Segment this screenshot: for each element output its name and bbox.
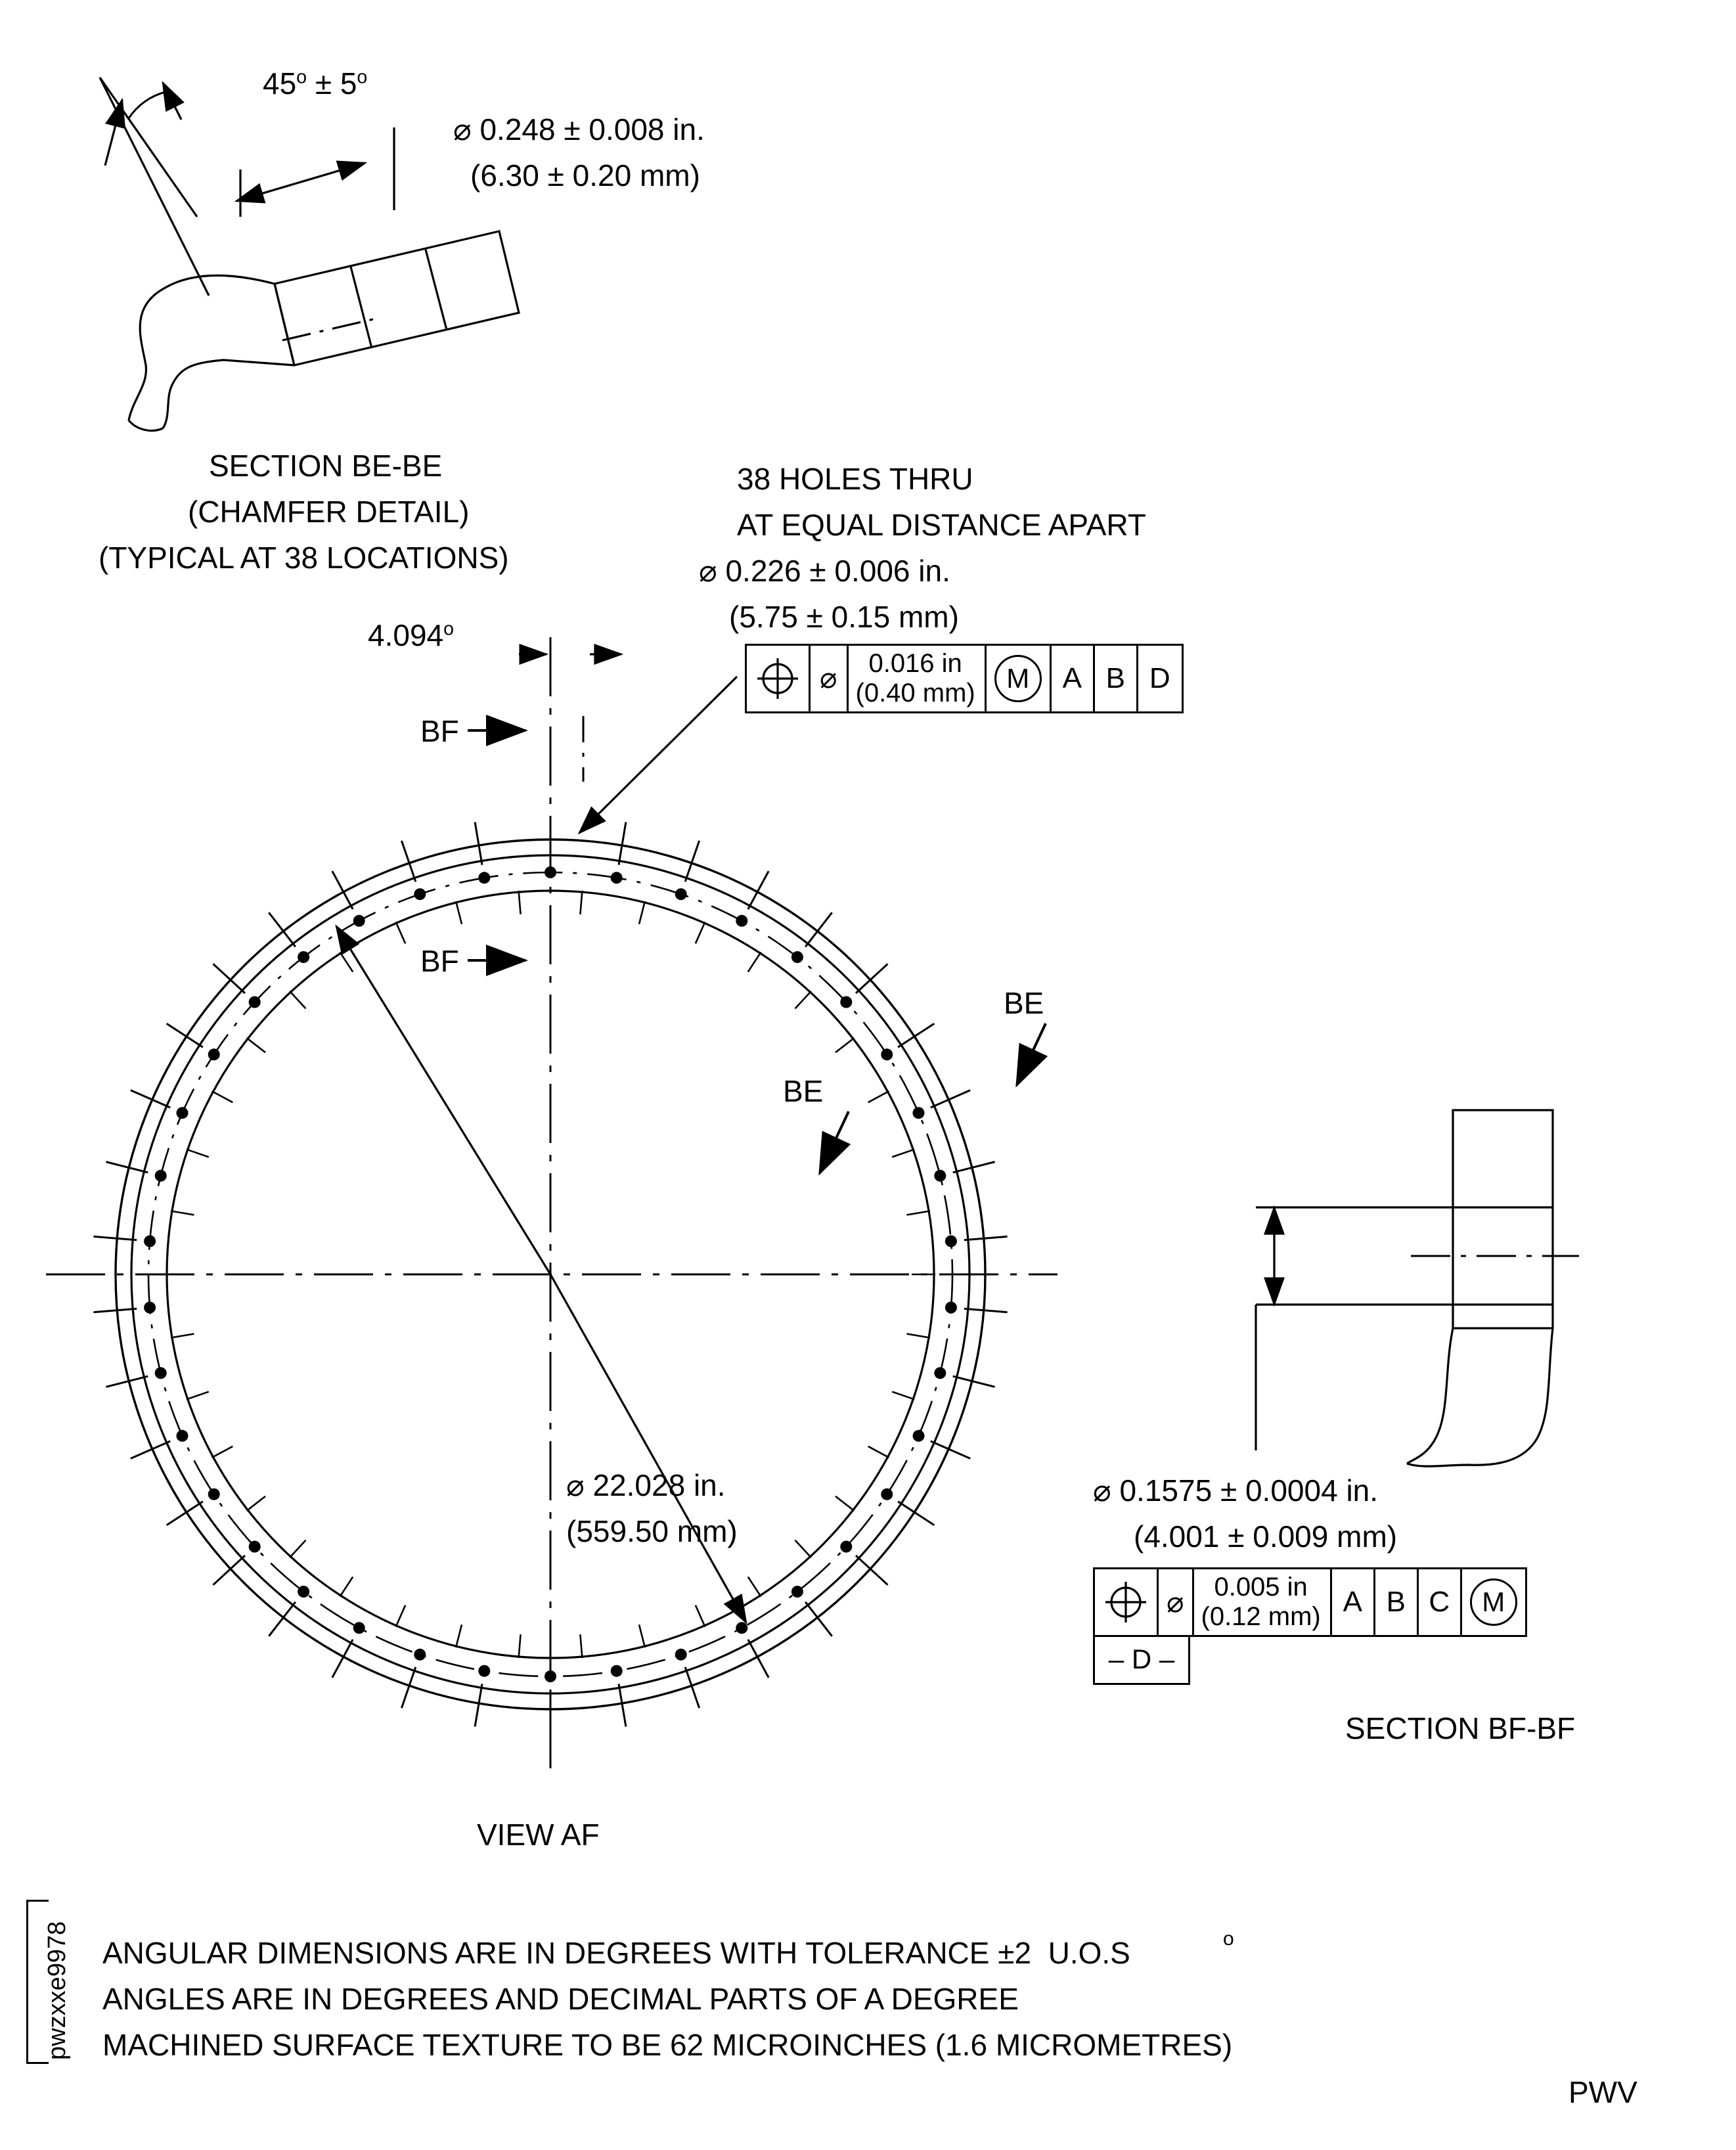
hole-radial-tick [898, 1023, 934, 1047]
hole-radial-tick [93, 1236, 137, 1240]
fcf-leader-line [579, 677, 737, 833]
hole-radial-tick [898, 1502, 934, 1525]
hole-marker [736, 1622, 747, 1634]
diameter-symbol: ⌀ [820, 662, 837, 695]
hole-radial-tick [401, 1667, 415, 1708]
corner-code: PWV [1569, 2075, 1637, 2109]
section-be-label-inner: BE [783, 1074, 824, 1108]
chamfer-angle-line-1 [100, 78, 197, 217]
hole-marker [913, 1430, 925, 1442]
hole-marker [881, 1489, 893, 1500]
mmc-modifier: M [994, 655, 1042, 702]
note-line-3: MACHINED SURFACE TEXTURE TO BE 62 MICROINCHES (1.6 MICROMETRES) [102, 2028, 1233, 2062]
chamfer-hatch-tick [907, 1211, 931, 1215]
hole-marker [791, 1586, 803, 1598]
section-bf-label-top: BF [420, 714, 459, 748]
hole-marker [945, 1302, 957, 1314]
hole-radial-tick [805, 1602, 832, 1636]
chamfer-hatch-tick [580, 1634, 582, 1658]
datum-a-cell: A [1052, 646, 1095, 711]
chamfer-hatch-tick [212, 1091, 233, 1102]
chamfer-diameter-mm: (6.30 ± 0.20 mm) [470, 158, 700, 192]
feature-control-frame-holes [745, 644, 1184, 713]
section-bf-diameter-mm: (4.001 ± 0.009 mm) [1134, 1519, 1398, 1554]
chamfer-hatch-tick [519, 891, 521, 914]
hole-radial-tick [685, 841, 699, 882]
chamfer-hatch-tick [290, 991, 305, 1009]
sheet-code: pwzxxe9978 [43, 1921, 71, 2060]
section-be-label-right: BE [1004, 986, 1044, 1020]
chamfer-angle-line-2 [100, 78, 209, 296]
hole-radial-tick [856, 964, 888, 993]
chamfer-hatch-tick [247, 1038, 265, 1052]
holes-note-diameter-in: ⌀ 0.226 ± 0.006 in. [699, 554, 950, 588]
hole-marker [611, 872, 623, 884]
hole-marker [840, 997, 852, 1008]
hole-marker [545, 866, 556, 878]
chamfer-hatch-tick [835, 1038, 854, 1052]
chamfer-hatch-tick [396, 922, 406, 943]
diameter-leader-lower [550, 1274, 746, 1623]
hole-marker [611, 1665, 623, 1677]
hole-marker [155, 1367, 167, 1379]
position-symbol-cell-bf [1095, 1569, 1159, 1635]
hole-marker [840, 1541, 852, 1553]
chamfer-hatch-tick [795, 1540, 811, 1558]
mmc-modifier-bf: M [1470, 1579, 1517, 1626]
hole-radial-tick [131, 1090, 170, 1108]
chamfer-hatch-tick [696, 922, 705, 943]
hole-radial-tick [213, 1556, 246, 1585]
hole-marker [353, 915, 365, 927]
hole-marker [353, 1622, 365, 1634]
section-bf-label-bottom: BF [420, 944, 459, 978]
ring-outer-circle [116, 840, 985, 1709]
chamfer-hatch-tick [247, 1496, 265, 1511]
tolerance-values [847, 646, 987, 711]
hole-radial-tick [213, 964, 246, 993]
ring-diameter-in: ⌀ 22.028 in. [566, 1468, 726, 1502]
view-af-title: VIEW AF [477, 1818, 600, 1852]
hole-marker [675, 888, 687, 900]
hole-marker [913, 1107, 925, 1119]
chamfer-hatch-tick [868, 1446, 889, 1458]
chamfer-hatch-tick [290, 1540, 305, 1558]
hole-marker [177, 1107, 189, 1119]
hole-radial-tick [931, 1441, 970, 1459]
chamfer-hatch-tick [187, 1392, 209, 1400]
tolerance-in: 0.016 in [868, 649, 962, 679]
hole-marker [249, 997, 261, 1008]
hole-marker [934, 1367, 946, 1379]
hole-marker [208, 1048, 220, 1060]
hole-marker [791, 951, 803, 963]
hole-marker [545, 1670, 556, 1682]
datum-d-cell: D [1149, 662, 1170, 694]
chamfer-angle-text: $45^o \pm 5^o$ [263, 66, 368, 101]
chamfer-title-line1: SECTION BE-BE [209, 449, 443, 483]
chamfer-hatch-tick [639, 1624, 645, 1647]
hole-radial-tick [856, 1556, 888, 1585]
chamfer-hatch-tick [907, 1334, 931, 1338]
hole-radial-tick [619, 1684, 626, 1726]
hole-radial-tick [269, 912, 296, 947]
bolt-hole-circle [148, 872, 952, 1676]
section-bf-title: SECTION BF-BF [1345, 1711, 1576, 1745]
chamfer-hatch-tick [639, 901, 645, 924]
hole-marker [249, 1541, 261, 1553]
hole-radial-tick [748, 871, 768, 909]
hole-marker [675, 1649, 687, 1661]
hole-marker [414, 888, 426, 900]
chamfer-hatch-tick [892, 1150, 914, 1157]
hole-marker [414, 1649, 426, 1661]
chamfer-hatch-tick [835, 1496, 854, 1511]
datum-b-cell-bf: B [1375, 1569, 1419, 1635]
chamfer-hatch-tick [340, 1577, 353, 1596]
modifier-cell-bf [1462, 1569, 1525, 1635]
diameter-symbol: ⌀ [1167, 1586, 1184, 1619]
datum-a-cell-bf: A [1332, 1569, 1375, 1635]
chamfer-hatch-tick [456, 901, 462, 924]
hole-marker [478, 872, 490, 884]
hole-radial-tick [964, 1236, 1008, 1240]
hole-radial-tick [964, 1309, 1008, 1312]
note-1-degree-sup: o [1223, 1928, 1234, 1950]
hole-marker [298, 951, 309, 963]
datum-c-cell-bf: C [1419, 1569, 1462, 1635]
datum-b-cell: B [1095, 646, 1138, 711]
tolerance-mm-bf: (0.12 mm) [1201, 1602, 1321, 1631]
hole-radial-tick [931, 1090, 970, 1108]
hole-radial-tick [475, 1684, 482, 1726]
chamfer-hatch-tick [795, 991, 811, 1009]
hole-marker [478, 1665, 490, 1677]
chamfer-title-line2: (CHAMFER DETAIL) [188, 495, 470, 529]
hole-radial-tick [805, 912, 832, 947]
hole-marker [208, 1489, 220, 1500]
tolerance-cell [811, 646, 849, 711]
chamfer-hatch-tick [171, 1334, 194, 1338]
modifier-cell [987, 646, 1052, 711]
ring-diameter-mm: (559.50 mm) [566, 1514, 738, 1548]
ring-second-circle [131, 855, 969, 1693]
chamfer-title-line3: (TYPICAL AT 38 LOCATIONS) [99, 541, 509, 575]
hole-radial-tick [953, 1162, 995, 1173]
datum-feature-symbol-d: – D – [1093, 1635, 1190, 1685]
hole-radial-tick [269, 1602, 296, 1636]
tolerance-in-bf: 0.005 in [1214, 1573, 1308, 1602]
hole-marker [155, 1170, 167, 1182]
chamfer-hatch-tick [868, 1091, 889, 1102]
chamfer-hatch-tick [171, 1211, 194, 1215]
hole-radial-tick [953, 1376, 995, 1387]
hole-radial-tick [131, 1441, 170, 1459]
chamfer-hatch-tick [340, 952, 353, 972]
hole-marker [881, 1048, 893, 1060]
chamfer-hatch-tick [396, 1605, 406, 1627]
chamfer-hatch-tick [519, 1634, 521, 1658]
note-line-1: ANGULAR DIMENSIONS ARE IN DEGREES WITH TOLERANCE ±2 U.O.S [102, 1936, 1130, 1970]
angle-4094-label: 4.094$^o$ [368, 618, 454, 652]
position-icon [755, 656, 801, 702]
hole-radial-tick [685, 1667, 699, 1708]
section-bf-diameter-in: ⌀ 0.1575 ± 0.0004 in. [1093, 1473, 1379, 1508]
hole-marker [144, 1302, 156, 1314]
holes-note-line2: AT EQUAL DISTANCE APART [737, 508, 1146, 542]
ring-inner-circle [167, 891, 934, 1658]
hole-marker [298, 1586, 309, 1598]
chamfer-diameter-in: ⌀ 0.248 ± 0.008 in. [453, 112, 705, 146]
tolerance-mm: (0.40 mm) [855, 679, 975, 707]
section-be-arrow-right [1017, 1023, 1046, 1085]
chamfer-hatch-tick [456, 1624, 462, 1647]
chamfer-hatch-tick [892, 1392, 914, 1400]
holes-note-diameter-mm: (5.75 ± 0.15 mm) [729, 600, 959, 634]
hole-marker [736, 915, 747, 927]
hole-radial-tick [167, 1502, 203, 1525]
hole-radial-tick [748, 1640, 768, 1678]
hole-marker [934, 1170, 946, 1182]
holes-note-line1: 38 HOLES THRU [737, 462, 973, 496]
position-icon [1103, 1579, 1149, 1625]
chamfer-hatch-tick [748, 952, 761, 972]
hole-radial-tick [332, 871, 353, 909]
hole-radial-tick [106, 1162, 148, 1173]
hole-marker [945, 1236, 957, 1247]
feature-control-frame-bf [1093, 1567, 1527, 1637]
tolerance-values-bf [1192, 1569, 1332, 1635]
chamfer-hatch-tick [748, 1577, 761, 1596]
position-symbol-cell [747, 646, 811, 711]
chamfer-hatch-tick [580, 891, 582, 914]
chamfer-hatch-tick [696, 1605, 705, 1627]
chamfer-hatch-tick [187, 1150, 209, 1157]
hole-radial-tick [93, 1309, 137, 1312]
hole-radial-tick [619, 822, 626, 865]
hole-radial-tick [167, 1023, 203, 1047]
hole-radial-tick [332, 1640, 353, 1678]
note-line-2: ANGLES ARE IN DEGREES AND DECIMAL PARTS OF A DEGREE [102, 1982, 1019, 2016]
section-be-arrow-inner [820, 1111, 849, 1173]
diameter-symbol-cell-bf [1159, 1569, 1194, 1635]
hole-radial-tick [106, 1376, 148, 1387]
hole-radial-tick [475, 822, 482, 865]
hole-marker [177, 1430, 189, 1442]
chamfer-hatch-tick [212, 1446, 233, 1458]
hole-radial-tick [401, 841, 415, 882]
hole-marker [144, 1236, 156, 1247]
